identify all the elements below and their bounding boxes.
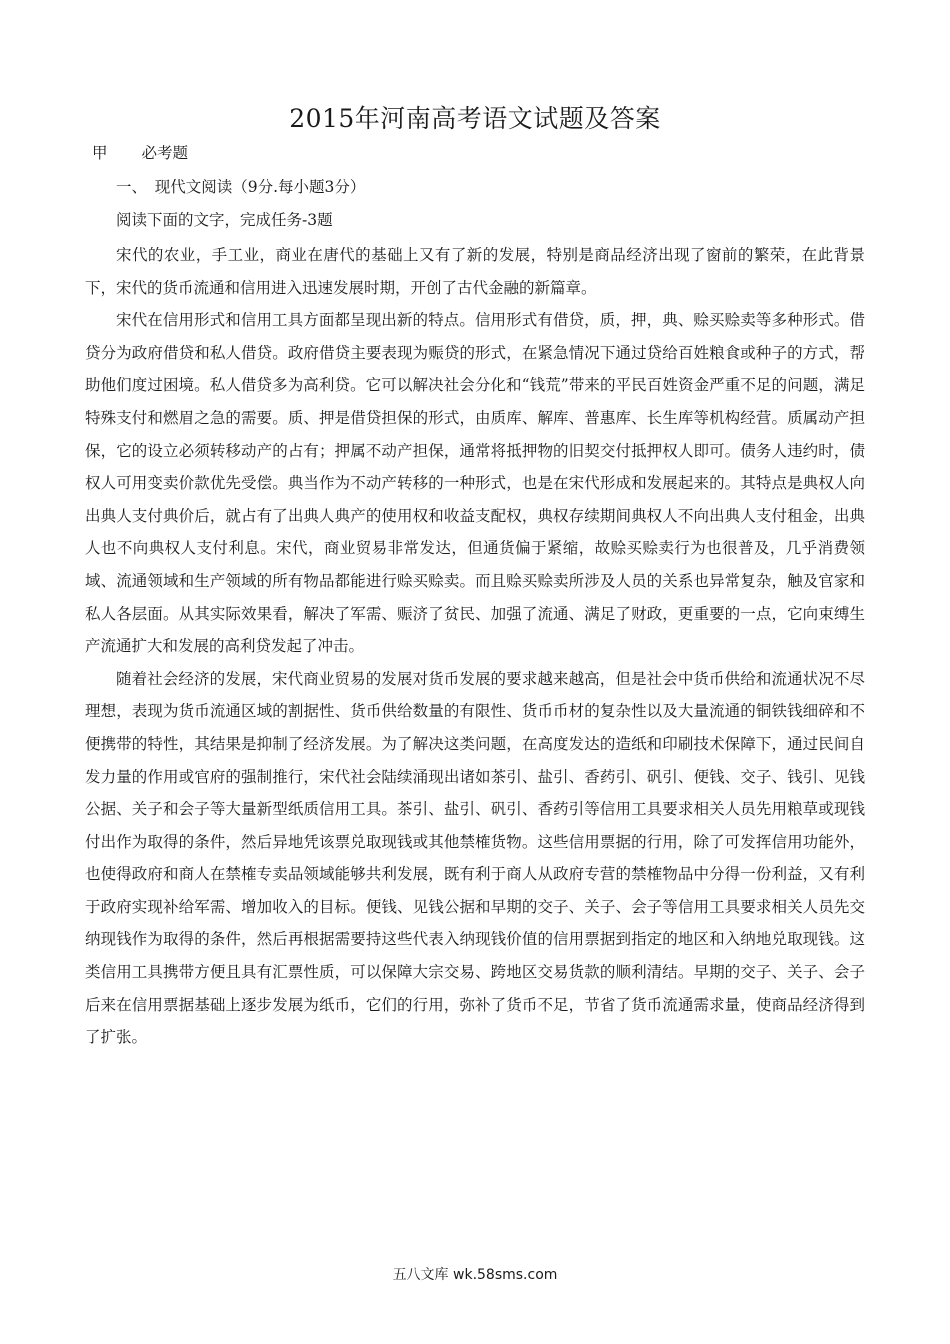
part-heading: 一、 现代文阅读（9分.每小题3分）: [116, 178, 366, 196]
paragraph-2: 宋代在信用形式和信用工具方面都呈现出新的特点。信用形式有借贷，质，押，典、赊买赊卖等多种形式。借贷分为政府借贷和私人借贷。政府借贷主要表现为赈贷的形式，在紧急情况下通过贷给百姓粮食或种子的方式，帮助他们度过困境。私人借贷多为高利贷。它可以解决社会分化和“钱荒”带来的平民百姓资金严重不足的问题，满足特殊支付和燃眉之急的需要。质、押是借贷担保的形式，由质库、解库、普惠库、长生库等机构经营。质属动产担保，它的设立必须转移动产的占有；押属不动产担保，通常将抵押物的旧契交付抵押权人即可。债务人违约时，债权人可用变卖价款优先受偿。典当作为不动产转移的一种形式，也是在宋代形成和发展起来的。其特点是典权人向出典人支付典价后，就占有了出典人典产的使用权和收益支配权，典权存续期间典权人不向出典人支付租金，出典人也不向典权人支付利息。宋代，商业贸易非常发达，但通货偏于紧缩，故赊买赊卖行为也很普及，几乎消费领域、流通领域和生产领域的所有物品都能进行赊买赊卖。而且赊买赊卖所涉及人员的关系也异常复杂，触及官家和私人各层面。从其实际效果看，解决了军需、赈济了贫民、加强了流通、满足了财政，更重要的一点，它向束缚生产流通扩大和发展的高利贷发起了冲击。: [85, 311, 865, 656]
section-label: 甲: [92, 144, 108, 162]
paragraph-3: 随着社会经济的发展，宋代商业贸易的发展对货币发展的要求越来越高，但是社会中货币供给和流通状况不尽理想，表现为货币流通区域的割据性、货币供给数量的有限性、货币币材的复杂性以及大量流通的铜铁钱细碎和不便携带的特性，其结果是抑制了经济发展。为了解决这类问题，在高度发达的造纸和印刷技术保障下，通过民间自发力量的作用或官府的强制推行，宋代社会陆续涌现出诸如茶引、盐引、香药引、矾引、便钱、交子、钱引、见钱公据、关子和会子等大量新型纸质信用工具。茶引、盐引、矾引、香药引等信用工具要求相关人员先用粮草或现钱付出作为取得的条件，然后异地凭该票兑取现钱或其他禁榷货物。这些信用票据的行用，除了可发挥信用功能外，也使得政府和商人在禁榷专卖品领域能够共利发展，既有利于商人从政府专营的禁榷物品中分得一份利益，又有利于政府实现补给军需、增加收入的目标。便钱、见钱公据和早期的交子、关子、会子等信用工具要求相关人员先交纳现钱作为取得的条件，然后再根据需要持这些代表入纳现钱价值的信用票据到指定的地区和入纳地兑取现钱。这类信用工具携带方便且具有汇票性质，可以保障大宗交易、跨地区交易货款的顺利清结。早期的交子、关子、会子后来在信用票据基础上逐步发展为纸币，它们的行用，弥补了货币不足，节省了货币流通需求量，使商品经济得到了扩张。: [85, 669, 865, 1047]
reading-passage: [85, 239, 865, 1054]
section-heading: [92, 142, 188, 164]
paragraph-1: 宋代的农业，手工业，商业在唐代的基础上又有了新的发展，特别是商品经济出现了窗前的繁荣，在此背景下，宋代的货币流通和信用进入迅速发展时期，开创了古代金融的新篇章。: [85, 246, 865, 297]
page-footer-watermark: 五八文库 wk.58sms.com: [392, 1267, 558, 1283]
section-name: 必考题: [141, 144, 189, 162]
reading-instruction: 阅读下面的文字，完成任务-3题: [116, 211, 333, 229]
page-title: 2015年河南高考语文试题及答案: [289, 104, 661, 133]
